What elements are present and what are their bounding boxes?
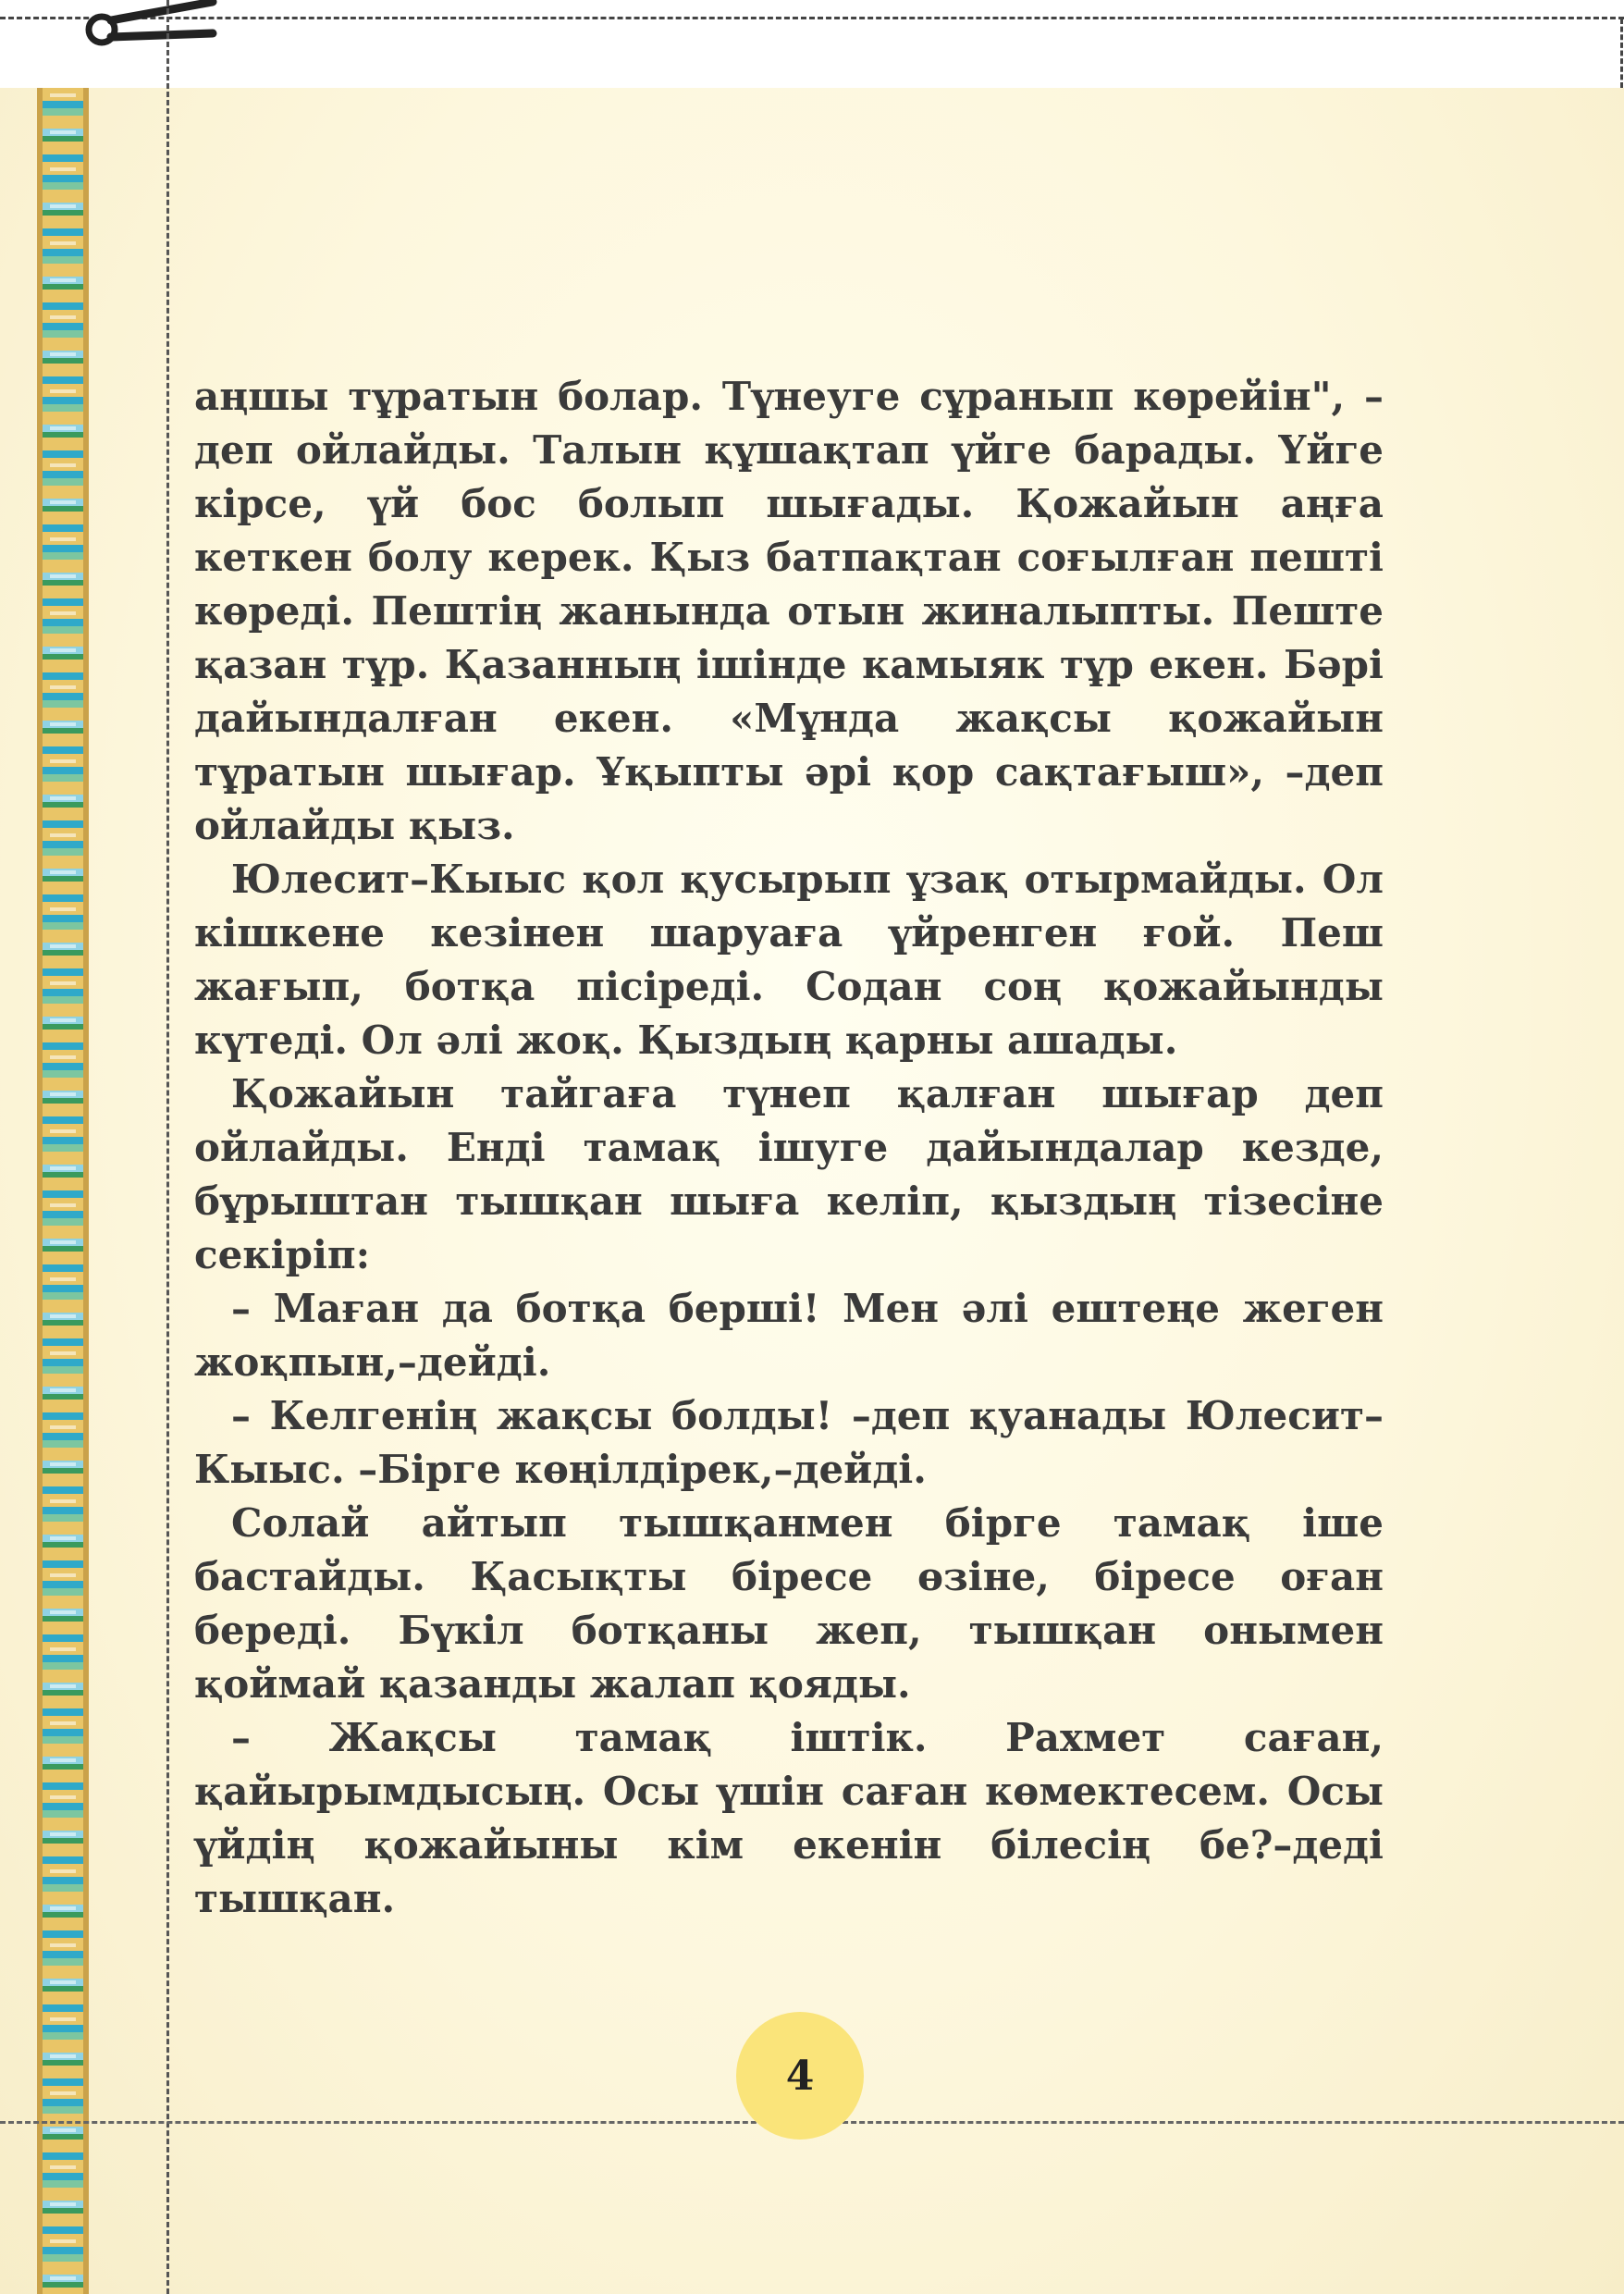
- dialogue-1: – Маған да ботқа берші! Мен әлі ештеңе жеген жоқпын,–дейді.: [194, 1286, 1384, 1385]
- scissors-icon: [74, 0, 231, 56]
- page-number-badge: [736, 2012, 864, 2140]
- dialogue-3: – Жақсы тамақ іштік. Рахмет саған, қайырымдысың. Осы үшін саған көмектесем. Осы үйдің қожайыны кім екенін білесің бе?–деді тышқан.: [194, 1715, 1384, 1921]
- top-cut-line: [0, 17, 1624, 19]
- paragraph-2: Юлесит–Кыыс қол қусырып ұзақ отырмайды. Ол кішкене кезінен шаруаға үйренген ғой. Пеш жағып, ботқа пісіреді. Содан соң қожайынды күтеді. Ол әлі жоқ. Қыздың қарны ашады.: [194, 857, 1384, 1063]
- paragraph-1: аңшы тұратын болар. Түнеуге сұранып көрейін", – деп ойлайды. Талын құшақтап үйге барады. Үйге кірсе, үй бос болып шығады. Қожайын аңға кеткен болу керек. Қыз батпақтан соғылған пешті көреді. Пештің жанында отын жиналыпты. Пеште қазан тұр. Қазанның ішінде камыяк тұр екен. Бәрі дайындалған екен. «Мұнда жақсы қожайын тұратын шығар. Ұқыпты әрі қор сақтағыш», –деп ойлайды қыз.: [194, 374, 1384, 848]
- paragraph-4: Солай айтып тышқанмен бірге тамақ іше бастайды. Қасықты біресе өзіне, біресе оған береді. Бүкіл ботқаны жеп, тышқан онымен қоймай қазанды жалап қояды.: [194, 1500, 1384, 1707]
- dialogue-2: – Келгенің жақсы болды! –деп қуанады Юлесит–Кыыс. –Бірге көңілдірек,–дейді.: [194, 1393, 1384, 1492]
- story-text: [194, 370, 1384, 1926]
- paragraph-3: Қожайын тайгаға түнеп қалған шығар деп ойлайды. Енді тамақ ішуге дайындалар кезде, бұрыштан тышқан шыға келіп, қыздың тізесіне секіріп:: [194, 1071, 1384, 1277]
- cut-strip: [0, 0, 1624, 88]
- right-cut-line: [1620, 18, 1623, 88]
- ornament-border: [37, 88, 89, 2294]
- vertical-cut-line: [166, 0, 169, 2294]
- page-number: 4: [785, 2052, 815, 2100]
